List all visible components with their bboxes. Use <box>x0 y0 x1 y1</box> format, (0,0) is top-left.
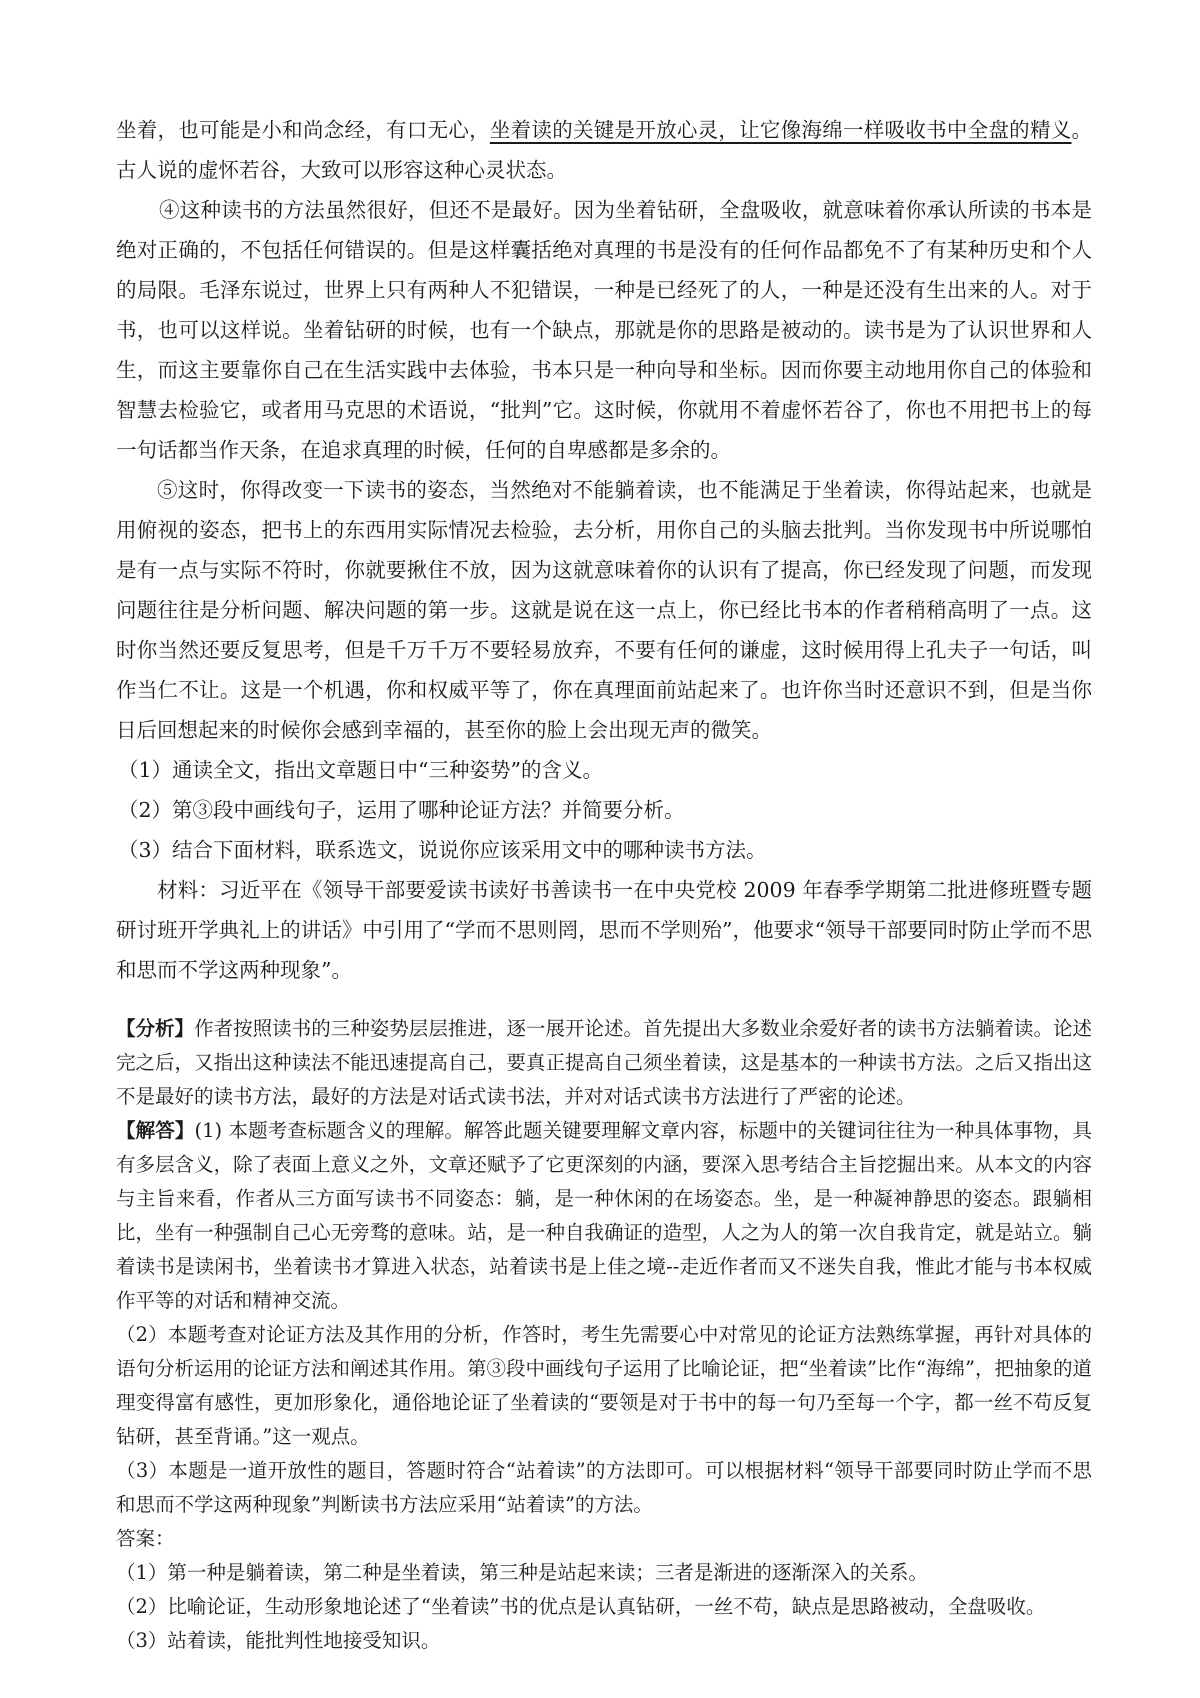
answer-section <box>116 1012 1092 1658</box>
text-segment: 坐着，也可能是小和尚念经，有口无心， <box>116 118 490 142</box>
answer-1: （1）第一种是躺着读，第二种是坐着读，第三种是站起来读；三者是渐进的逐渐深入的关系。 <box>116 1561 928 1584</box>
question-1: （1）通读全文，指出文章题日中“三种姿势”的含义。 <box>118 758 604 782</box>
question-3: （3）结合下面材料，联系选文，说说你应该采用文中的哪种读书方法。 <box>118 838 767 862</box>
paragraph-3-continuation <box>116 110 1092 190</box>
material-paragraph: 材料：习近平在《领导干部要爱读书读好书善读书一在中央党校 2009 年春季学期第二批进修班暨专题研讨班开学典礼上的讲话》中引用了“学而不思则罔，思而不学则殆”，他要求“领导干部要同时防止学而不思和思而不学这两种现象”。 <box>116 878 1092 982</box>
answer-label: 答案： <box>116 1527 175 1550</box>
text-segment: 。古人说的虚怀若谷，大致可以形容这种心灵状态。 <box>116 118 1092 182</box>
answer-3: （3）站着读，能批判性地接受知识。 <box>116 1629 441 1652</box>
solution-text-1: (1) 本题考查标题含义的理解。解答此题关键要理解文章内容，标题中的关键词往往为一种具体事物，具有多层含义，除了表面上意义之外，文章还赋予了它更深刻的内涵，要深入思考结合主旨挖掘出来。从本文的内容与主旨来看，作者从三方面写读书不同姿态：躺，是一种休闲的在场姿态。坐，是一种凝神静思的姿态。跟躺相比，坐有一种强制自己心无旁骛的意味。站，是一种自我确证的造型，人之为人的第一次自我肯定，就是站立。躺着读书是读闲书，坐着读书才算进入状态，站着读书是上佳之境--走近作者而又不迷失自我，惟此才能与书本权威作平等的对话和精神交流。 <box>116 1119 1092 1312</box>
paragraph-5: ⑤这时，你得改变一下读书的姿态，当然绝对不能躺着读，也不能满足于坐着读，你得站起来，也就是用俯视的姿态，把书上的东西用实际情况去检验，去分析，用你自己的头脑去批判。当你发现书中所说哪怕是有一点与实际不符时，你就要揪住不放，因为这就意味着你的认识有了提高，你已经发现了问题，而发现问题往往是分析问题、解决问题的第一步。这就是说在这一点上，你已经比书本的作者稍稍高明了一点。这时你当然还要反复思考，但是千万千万不要轻易放弃，不要有任何的谦虚，这时候用得上孔夫子一句话，叫作当仁不让。这是一个机遇，你和权威平等了，你在真理面前站起来了。也许你当时还意识不到，但是当你日后回想起来的时候你会感到幸福的，甚至你的脸上会出现无声的微笑。 <box>116 478 1092 742</box>
solution-label: 【解答】 <box>116 1119 195 1142</box>
analysis-paragraph <box>116 1012 1092 1114</box>
analysis-label: 【分析】 <box>116 1017 195 1040</box>
answer-2: （2）比喻论证，生动形象地论述了“坐着读”书的优点是认真钻研，一丝不苟，缺点是思路被动，全盘吸收。 <box>116 1595 1046 1618</box>
solution-part-2: （2）本题考查对论证方法及其作用的分析，作答时，考生先需要心中对常见的论证方法熟练掌握，再针对具体的语句分析运用的论证方法和阐述其作用。第③段中画线句子运用了比喻论证，把“坐着读”比作“海绵”，把抽象的道理变得富有感性，更加形象化，通俗地论证了坐着读的“要领是对于书中的每一句乃至每一个字，都一丝不苟反复钻研，甚至背诵。”这一观点。 <box>116 1323 1092 1448</box>
solution-part-1 <box>116 1114 1092 1318</box>
solution-part-3: （3）本题是一道开放性的题目，答题时符合“站着读”的方法即可。可以根据材料“领导干部要同时防止学而不思和思而不学这两种现象”判断读书方法应采用“站着读”的方法。 <box>116 1459 1092 1516</box>
underlined-sentence: 坐着读的关键是开放心灵，让它像海绵一样吸收书中全盘的精义 <box>489 118 1072 142</box>
analysis-text: 作者按照读书的三种姿势层层推进，逐一展开论述。首先提出大多数业余爱好者的读书方法躺着读。论述完之后，又指出这种读法不能迅速提高自己，要真正提高自己须坐着读，这是基本的一种读书方法。之后又指出这不是最好的读书方法，最好的方法是对话式读书法，并对对话式读书方法进行了严密的论述。 <box>116 1017 1092 1108</box>
paragraph-4: ④这种读书的方法虽然很好，但还不是最好。因为坐着钻研，全盘吸收，就意味着你承认所读的书本是绝对正确的，不包括任何错误的。但是这样囊括绝对真理的书是没有的任何作品都免不了有某种历史和个人的局限。毛泽东说过，世界上只有两种人不犯错误，一种是已经死了的人，一种是还没有生出来的人。对于书，也可以这样说。坐着钻研的时候，也有一个缺点，那就是你的思路是被动的。读书是为了认识世界和人生，而这主要靠你自己在生活实践中去体验，书本只是一种向导和坐标。因而你要主动地用你自己的体验和智慧去检验它，或者用马克思的术语说，“批判”它。这时候，你就用不着虚怀若谷了，你也不用把书上的每一句话都当作天条，在追求真理的时候，任何的自卑感都是多余的。 <box>116 198 1092 462</box>
question-2: （2）第③段中画线句子，运用了哪种论证方法？并简要分析。 <box>118 798 685 822</box>
